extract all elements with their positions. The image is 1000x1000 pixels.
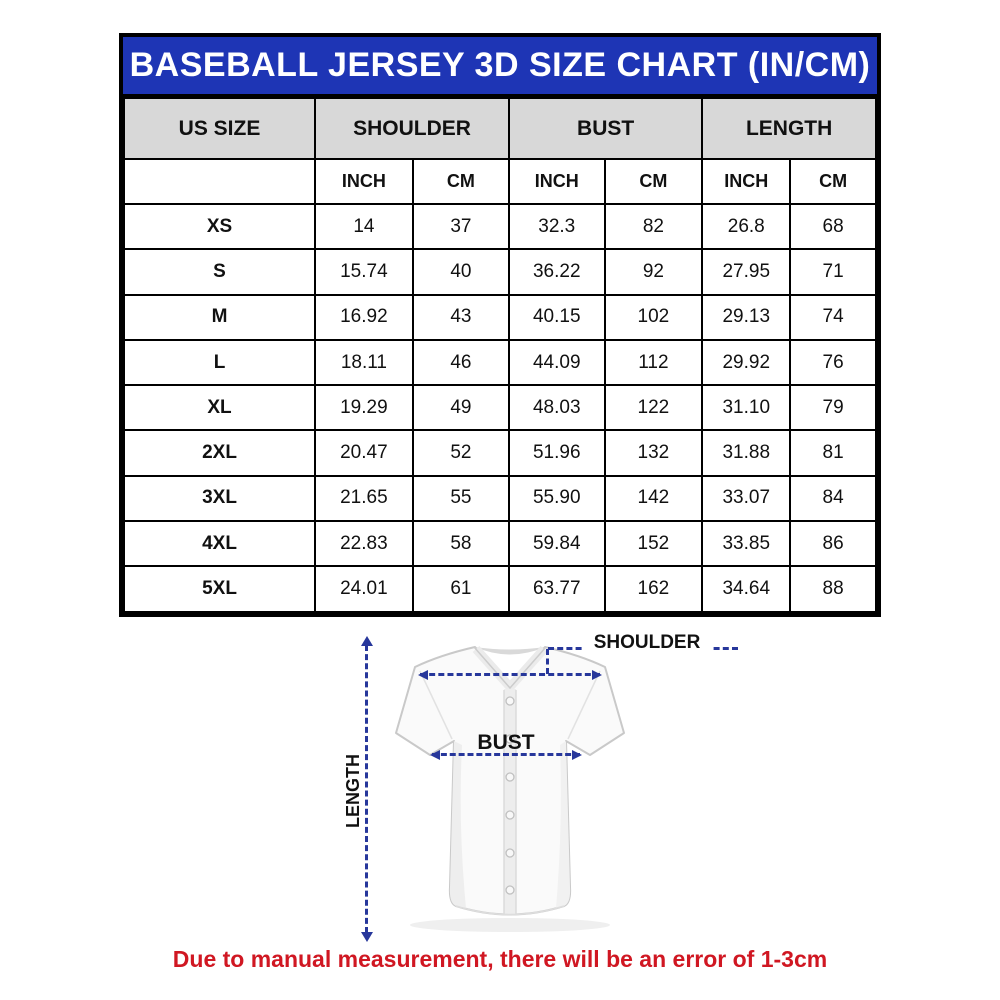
col-header-bust: BUST (509, 98, 702, 159)
table-row (124, 295, 876, 340)
value-cell: 43 (413, 295, 509, 340)
value-cell: 31.10 (702, 385, 790, 430)
col-header-shoulder: SHOULDER (315, 98, 509, 159)
unit-header: INCH (315, 159, 413, 204)
value-cell: 20.47 (315, 430, 413, 475)
table-row (124, 385, 876, 430)
value-cell: 36.22 (509, 249, 605, 294)
value-cell: 61 (413, 566, 509, 611)
size-cell: XS (124, 204, 315, 249)
col-header-length: LENGTH (702, 98, 876, 159)
table-row (124, 566, 876, 611)
value-cell: 162 (605, 566, 703, 611)
value-cell: 15.74 (315, 249, 413, 294)
value-cell: 102 (605, 295, 703, 340)
arrow-right-icon (592, 670, 602, 680)
value-cell: 29.13 (702, 295, 790, 340)
table-group-header-row (124, 98, 876, 159)
value-cell: 68 (790, 204, 876, 249)
table-row (124, 204, 876, 249)
value-cell: 49 (413, 385, 509, 430)
unit-header: CM (605, 159, 703, 204)
size-cell: 5XL (124, 566, 315, 611)
value-cell: 32.3 (509, 204, 605, 249)
value-cell: 81 (790, 430, 876, 475)
value-cell: 48.03 (509, 385, 605, 430)
value-cell: 21.65 (315, 476, 413, 521)
table-row (124, 430, 876, 475)
value-cell: 52 (413, 430, 509, 475)
value-cell: 112 (605, 340, 703, 385)
arrow-left-icon (418, 670, 428, 680)
value-cell: 27.95 (702, 249, 790, 294)
unit-header: CM (790, 159, 876, 204)
value-cell: 26.8 (702, 204, 790, 249)
bust-arrow (432, 753, 580, 756)
size-table (123, 97, 877, 613)
size-cell: 4XL (124, 521, 315, 566)
value-cell: 76 (790, 340, 876, 385)
value-cell: 24.01 (315, 566, 413, 611)
value-cell: 82 (605, 204, 703, 249)
size-cell: XL (124, 385, 315, 430)
value-cell: 122 (605, 385, 703, 430)
shoulder-label: SHOULDER (582, 632, 712, 654)
empty-header-cell (124, 159, 315, 204)
value-cell: 37 (413, 204, 509, 249)
shoulder-connector-line (546, 649, 549, 674)
value-cell: 16.92 (315, 295, 413, 340)
table-row (124, 521, 876, 566)
value-cell: 142 (605, 476, 703, 521)
bust-label: BUST (477, 730, 535, 754)
arrow-right-icon (572, 750, 582, 760)
value-cell: 132 (605, 430, 703, 475)
unit-header: INCH (509, 159, 605, 204)
value-cell: 58 (413, 521, 509, 566)
value-cell: 79 (790, 385, 876, 430)
arrow-up-icon (361, 636, 373, 646)
value-cell: 86 (790, 521, 876, 566)
table-unit-header-row (124, 159, 876, 204)
value-cell: 29.92 (702, 340, 790, 385)
value-cell: 63.77 (509, 566, 605, 611)
chart-title-banner (123, 37, 877, 97)
measurement-diagram (0, 631, 1000, 943)
value-cell: 92 (605, 249, 703, 294)
size-cell: 3XL (124, 476, 315, 521)
value-cell: 84 (790, 476, 876, 521)
arrow-down-icon (361, 932, 373, 942)
value-cell: 44.09 (509, 340, 605, 385)
size-cell: L (124, 340, 315, 385)
table-row (124, 249, 876, 294)
length-label: LENGTH (343, 753, 363, 828)
value-cell: 46 (413, 340, 509, 385)
size-cell: M (124, 295, 315, 340)
value-cell: 33.85 (702, 521, 790, 566)
value-cell: 51.96 (509, 430, 605, 475)
value-cell: 55 (413, 476, 509, 521)
shoulder-arrow (420, 673, 600, 676)
jersey-image (390, 635, 670, 935)
value-cell: 40.15 (509, 295, 605, 340)
col-header-us-size: US SIZE (124, 98, 315, 159)
table-row (124, 476, 876, 521)
size-cell: 2XL (124, 430, 315, 475)
value-cell: 33.07 (702, 476, 790, 521)
value-cell: 31.88 (702, 430, 790, 475)
value-cell: 71 (790, 249, 876, 294)
arrow-left-icon (430, 750, 440, 760)
size-chart-table-container (119, 33, 881, 617)
value-cell: 19.29 (315, 385, 413, 430)
size-cell: S (124, 249, 315, 294)
value-cell: 22.83 (315, 521, 413, 566)
value-cell: 34.64 (702, 566, 790, 611)
value-cell: 88 (790, 566, 876, 611)
value-cell: 74 (790, 295, 876, 340)
value-cell: 152 (605, 521, 703, 566)
unit-header: CM (413, 159, 509, 204)
chart-title: BASEBALL JERSEY 3D SIZE CHART (IN/CM) (129, 46, 871, 84)
value-cell: 14 (315, 204, 413, 249)
measurement-error-note: Due to manual measurement, there will be an error of 1-3cm (172, 945, 828, 972)
value-cell: 59.84 (509, 521, 605, 566)
value-cell: 40 (413, 249, 509, 294)
table-row (124, 340, 876, 385)
value-cell: 18.11 (315, 340, 413, 385)
value-cell: 55.90 (509, 476, 605, 521)
unit-header: INCH (702, 159, 790, 204)
